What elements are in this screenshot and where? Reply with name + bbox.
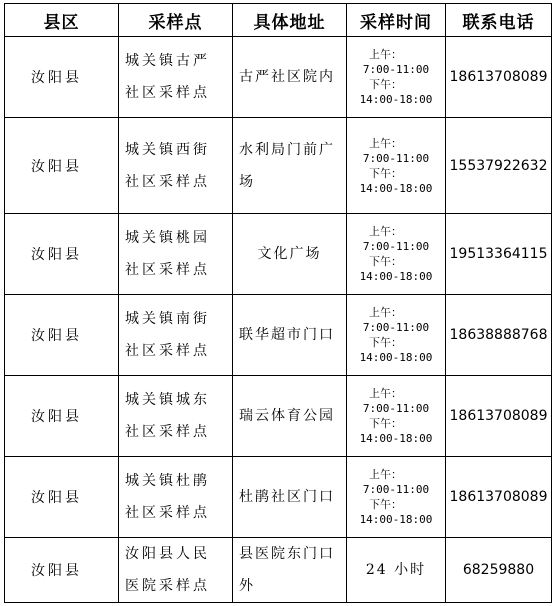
pm-range: 14:00-18:00 xyxy=(359,181,433,195)
table-row-hospital xyxy=(5,538,552,603)
am-label: 上午： xyxy=(369,136,402,150)
site-cell xyxy=(119,376,233,457)
pm-range: 14:00-18:00 xyxy=(359,93,433,106)
pm-label: 下午： xyxy=(369,166,402,180)
site-text: 城关镇杜鹃社区采样点 xyxy=(125,473,210,521)
header-address: 具体地址 xyxy=(233,4,347,37)
time-cell xyxy=(347,214,446,295)
site-cell xyxy=(119,457,233,538)
am-label: 上午： xyxy=(369,468,402,481)
pm-range: 14:00-18:00 xyxy=(359,513,433,526)
site-text: 城关镇南街社区采样点 xyxy=(125,311,210,359)
table-row xyxy=(5,214,552,295)
am-label: 上午： xyxy=(369,387,402,400)
time-cell xyxy=(347,457,446,538)
site-text: 城关镇桃园社区采样点 xyxy=(125,230,210,278)
time-cell xyxy=(347,295,446,376)
county-cell: 汝阳县 xyxy=(5,118,119,214)
header-site: 采样点 xyxy=(119,4,233,37)
pm-range: 14:00-18:00 xyxy=(359,432,433,445)
address-cell: 联华超市门口 xyxy=(233,295,347,376)
county-cell: 汝阳县 xyxy=(5,295,119,376)
am-label: 上午： xyxy=(369,306,402,319)
address-cell: 古严社区院内 xyxy=(233,37,347,118)
phone-cell: 68259880 xyxy=(446,538,552,603)
time-cell xyxy=(347,538,446,603)
header-phone: 联系电话 xyxy=(446,4,552,37)
phone-cell: 18613708089 xyxy=(446,376,552,457)
county-cell: 汝阳县 xyxy=(5,457,119,538)
table-row xyxy=(5,457,552,538)
time-cell xyxy=(347,376,446,457)
table-header-row xyxy=(5,4,552,37)
am-range: 7:00-11:00 xyxy=(362,483,430,496)
am-label: 上午： xyxy=(369,225,402,238)
table-row xyxy=(5,295,552,376)
header-county: 县区 xyxy=(5,4,119,37)
am-label: 上午： xyxy=(369,48,402,61)
site-text: 城关镇西街社区采样点 xyxy=(125,141,210,190)
site-cell xyxy=(119,118,233,214)
am-range: 7:00-11:00 xyxy=(362,63,430,76)
table-row xyxy=(5,118,552,214)
pm-label: 下午： xyxy=(369,255,402,268)
pm-label: 下午： xyxy=(369,336,402,349)
county-cell: 汝阳县 xyxy=(5,37,119,118)
sampling-sites-table xyxy=(4,3,552,603)
site-cell xyxy=(119,538,233,603)
address-cell: 水利局门前广场 xyxy=(233,118,347,214)
phone-cell: 18613708089 xyxy=(446,37,552,118)
address-cell: 县医院东门口外 xyxy=(233,538,347,603)
site-cell xyxy=(119,37,233,118)
pm-range: 14:00-18:00 xyxy=(359,270,433,283)
am-range: 7:00-11:00 xyxy=(362,240,430,253)
time-cell xyxy=(347,37,446,118)
am-range: 7:00-11:00 xyxy=(362,402,430,415)
address-cell: 文化广场 xyxy=(233,214,347,295)
header-time: 采样时间 xyxy=(347,4,446,37)
pm-label: 下午： xyxy=(369,78,402,91)
phone-cell: 18613708089 xyxy=(446,457,552,538)
address-cell: 杜鹃社区门口 xyxy=(233,457,347,538)
pm-range: 14:00-18:00 xyxy=(359,351,433,364)
site-text: 汝阳县人民医院采样点 xyxy=(125,546,210,594)
am-range: 7:00-11:00 xyxy=(362,151,430,165)
phone-cell: 15537922632 xyxy=(446,118,552,214)
table-row xyxy=(5,37,552,118)
county-cell: 汝阳县 xyxy=(5,214,119,295)
table-row xyxy=(5,376,552,457)
allday-time: 24 小时 xyxy=(365,561,427,578)
site-text: 城关镇古严社区采样点 xyxy=(125,53,210,101)
county-cell: 汝阳县 xyxy=(5,538,119,603)
county-cell: 汝阳县 xyxy=(5,376,119,457)
site-text: 城关镇城东社区采样点 xyxy=(125,392,210,440)
pm-label: 下午： xyxy=(369,417,402,430)
am-range: 7:00-11:00 xyxy=(362,321,430,334)
phone-cell: 19513364115 xyxy=(446,214,552,295)
address-cell: 瑞云体育公园 xyxy=(233,376,347,457)
phone-cell: 18638888768 xyxy=(446,295,552,376)
site-cell xyxy=(119,295,233,376)
site-cell xyxy=(119,214,233,295)
pm-label: 下午： xyxy=(369,498,402,511)
time-cell xyxy=(347,118,446,214)
